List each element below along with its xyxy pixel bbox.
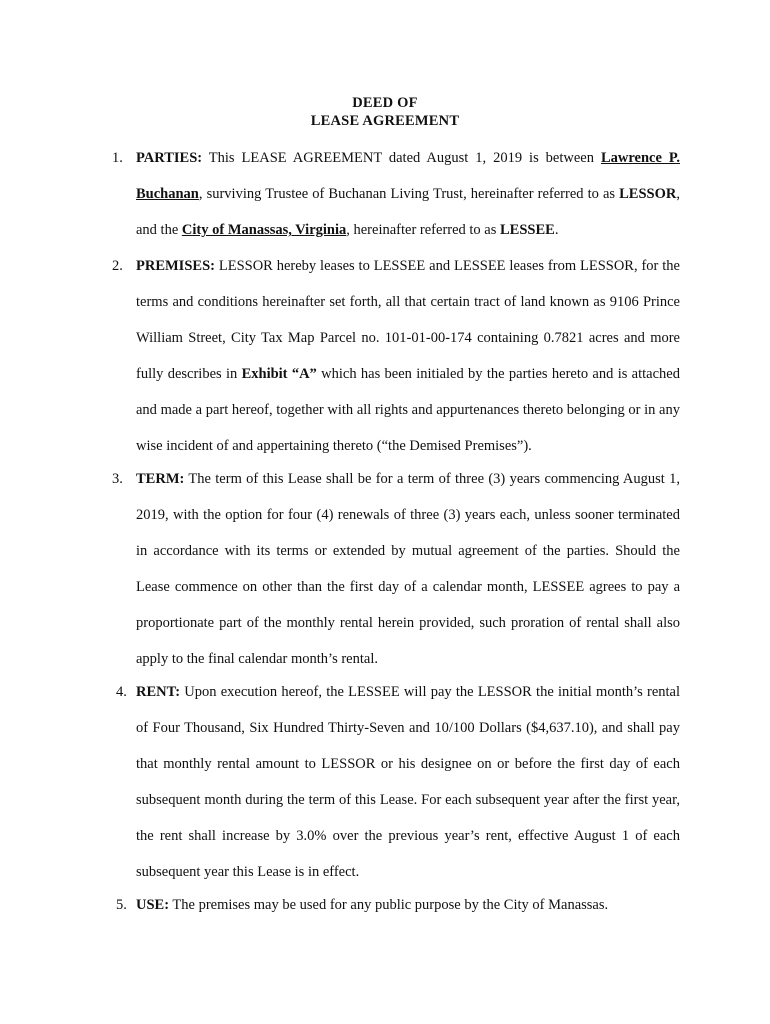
lessor-term: LESSOR — [619, 186, 677, 202]
lessee-term: LESSEE — [500, 222, 555, 238]
section-number: 2. — [112, 258, 123, 274]
section-body — [136, 674, 680, 890]
section-heading: PREMISES: — [136, 258, 215, 274]
section-text: The term of this Lease shall be for a term of three (3) years commencing August 1, 2019, with the option for four (4) renewals of three (3) years each, unless sooner terminated in accordance with its terms or extended by mutual agreement of the parties. Should the Lease commence on other than the first day of a calendar month, LESSEE agrees to pay a proportionate part of the monthly rental herein provided, such proration of rental shall also apply to the final calendar month’s rental. — [136, 471, 680, 667]
section-text: LESSOR hereby leases to LESSEE and LESSEE leases from LESSOR, for the terms and conditions hereinafter set forth, all that certain tract of land known as 9106 Prince William Street, City Tax Map Parcel no. 101-01-00-174 containing 0.7821 acres and more fully describes in — [136, 258, 680, 382]
section-heading: TERM: — [136, 471, 185, 487]
lessor-name: Lawrence P. Buchanan — [136, 150, 680, 202]
section-text: This LEASE AGREEMENT dated August 1, 2019 is between — [202, 150, 601, 166]
section-text: , hereinafter referred to as — [346, 222, 501, 238]
section-number: 5. — [116, 897, 127, 913]
exhibit-reference: Exhibit “A” — [241, 366, 317, 382]
section-body — [136, 248, 680, 464]
section-body — [136, 887, 680, 923]
section-heading: USE: — [136, 897, 170, 913]
section-number: 4. — [116, 684, 127, 700]
document-title-line-1: DEED OF — [352, 95, 418, 111]
document-title-line-2: LEASE AGREEMENT — [310, 113, 460, 129]
section-text: which has been initialed by the parties hereto and is attached and made a part hereof, together with all rights and appurtenances thereto belonging or in any wise incident of and appertaining thereto (“the Demised Premises”). — [136, 366, 680, 454]
section-number: 1. — [112, 150, 123, 166]
section-text: Upon execution hereof, the LESSEE will pay the LESSOR the initial month’s rental of Four Thousand, Six Hundred Thirty-Seven and 10/100 Dollars ($4,637.10), and shall pay that monthly rental amount to LESSOR or his designee on or before the first day of each subsequent month during the term of this Lease. For each subsequent year after the first year, the rent shall increase by 3.0% over the previous year’s rent, effective August 1 of each subsequent year this Lease is in effect. — [136, 684, 680, 880]
section-body — [136, 140, 680, 248]
section-text: . — [554, 222, 559, 238]
lessee-name: City of Manassas, Virginia — [181, 222, 347, 238]
section-heading: PARTIES: — [136, 150, 203, 166]
section-text: The premises may be used for any public purpose by the City of Manassas. — [169, 897, 609, 913]
section-number: 3. — [112, 471, 123, 487]
section-body — [136, 461, 680, 677]
section-heading: RENT: — [136, 684, 181, 700]
section-text: , and the — [136, 186, 680, 238]
section-text: , surviving Trustee of Buchanan Living Trust, hereinafter referred to as — [198, 186, 620, 202]
